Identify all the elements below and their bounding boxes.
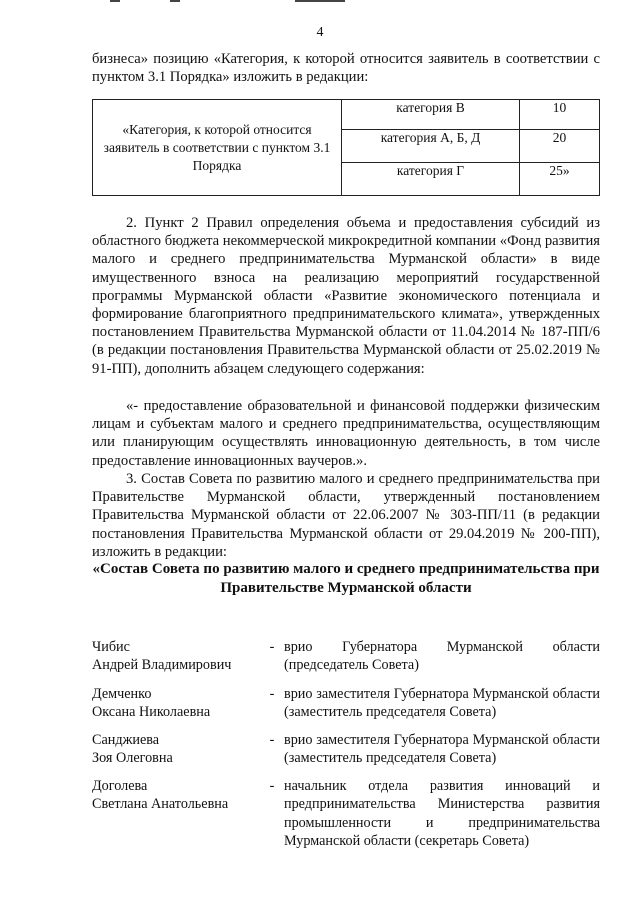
- category-table: [92, 99, 600, 196]
- scan-top-marks: [110, 0, 350, 3]
- member-name: [92, 638, 262, 675]
- member-row: [92, 685, 600, 725]
- member-surname: Доголева: [92, 778, 148, 794]
- points-cell: 25»: [520, 163, 600, 196]
- dash-separator: -: [269, 686, 275, 702]
- quote-paragraph: «- предоставление образовательной и финансовой поддержки физическим лицам и субъектам малого и среднего предпринимательства, осуществляющим или планирующим осуществлять инновационную деятельность, в том числе предоставление инновационных ваучеров.».: [92, 398, 600, 469]
- paragraph-2: 2. Пункт 2 Правил определения объема и предоставления субсидий из областного бюджета некоммерческой микрокредитной компании «Фонд развития малого и среднего предпринимательства Мурманской области» в виде имущественного взноса на реализацию мероприятий государственной программы Мурманской области «Развитие экономического потенциала и формирование благоприятного предпринимательского климата», утвержденных постановлением Правительства Мурманской области от 11.04.2014 № 187-ПП/6 (в редакции постановления Правительства Мурманской области от 25.02.2019 № 91-ПП), дополнить абзацем следующего содержания:: [92, 215, 600, 377]
- member-role: врио заместителя Губернатора Мурманской области (заместитель председателя Совета): [284, 686, 600, 721]
- member-surname: Санджиева: [92, 732, 160, 748]
- points-cell: 20: [520, 130, 600, 163]
- paragraph-3: 3. Состав Совета по развитию малого и среднего предпринимательства при Правительстве Мурманской области, утвержденный постановлением Правительства Мурманской области от 22.06.2007 № 303-ПП/11 (в редакции постановления Правительства Мурманской области от 29.04.2019 № 200-ПП), изложить в редакции:: [92, 471, 600, 560]
- member-name: [92, 731, 262, 768]
- member-name: [92, 685, 262, 722]
- member-name: [92, 777, 262, 814]
- member-row: [92, 731, 600, 771]
- member-given-names: Оксана Николаевна: [92, 704, 211, 721]
- dash-separator: -: [269, 778, 275, 794]
- member-row: [92, 638, 600, 678]
- member-given-names: Зоя Олеговна: [92, 750, 173, 767]
- intro-paragraph: бизнеса» позицию «Категория, к которой относится заявитель в соответствии с пунктом 3.1 Порядка» изложить в редакции:: [92, 51, 600, 86]
- member-role: врио заместителя Губернатора Мурманской области (заместитель председателя Совета): [284, 732, 600, 767]
- member-surname: Чибис: [92, 639, 130, 655]
- table-row: [93, 100, 600, 130]
- member-role: врио Губернатора Мурманской области (председатель Совета): [284, 639, 600, 674]
- category-label-cell: «Категория, к которой относится заявитель в соответствии с пунктом 3.1 Порядка: [93, 100, 342, 196]
- dash-separator: -: [269, 732, 275, 748]
- member-surname: Демченко: [92, 686, 152, 702]
- category-cell: категория А, Б, Д: [342, 130, 520, 163]
- category-cell: категория Г: [342, 163, 520, 196]
- member-given-names: Андрей Владимирович: [92, 657, 232, 674]
- member-given-names: Светлана Анатольевна: [92, 796, 229, 813]
- points-cell: 10: [520, 100, 600, 130]
- dash-separator: -: [269, 639, 275, 655]
- member-role: начальник отдела развития инноваций и предпринимательства Министерства развития промышленности и предпринимательства Мурманской области (секретарь Совета): [284, 778, 600, 849]
- category-cell: категория В: [342, 100, 520, 130]
- page-number: 4: [316, 25, 324, 40]
- member-row: [92, 777, 600, 857]
- council-heading: «Состав Совета по развитию малого и среднего предпринимательства при Правительстве Мурманской области: [92, 561, 600, 596]
